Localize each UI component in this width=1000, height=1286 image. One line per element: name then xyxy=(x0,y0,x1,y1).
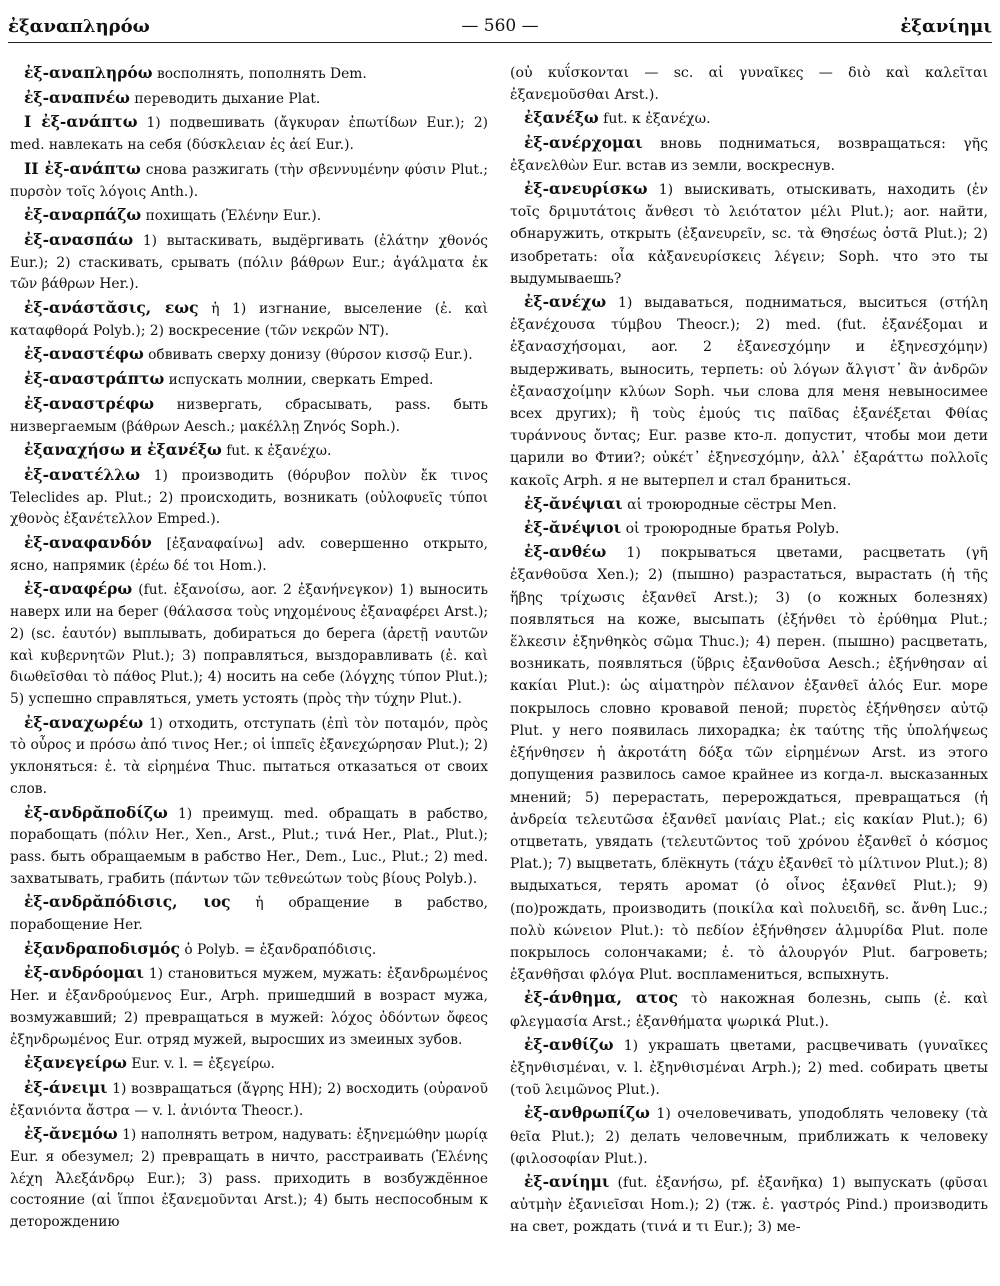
entry-headword: ἐξ-άνειμι xyxy=(24,1077,108,1097)
dictionary-entry xyxy=(10,393,488,438)
entry-headword: ἐξαναχήσω и ἐξανέξω xyxy=(24,440,222,460)
entry-headword: ἐξ-αναφέρω xyxy=(24,579,133,599)
running-headword-right: ἐξανίημι xyxy=(900,16,992,37)
dictionary-entry xyxy=(10,343,488,367)
entry-headword: ἐξ-αναρπάζω xyxy=(24,205,142,225)
entry-headword: ἐξ-αναπληρόω xyxy=(24,63,153,82)
entry-definition: обвивать сверху донизу (θύρσον κισσῷ Eur.). xyxy=(148,347,473,364)
entry-definition: fut. к ἐξανέχω. xyxy=(603,111,711,128)
entry-headword: ἐξ-ανθίζω xyxy=(524,1034,614,1054)
dictionary-entry xyxy=(10,938,488,962)
entry-definition: 1) выискивать, отыскивать, находить (ἐν τοῖς δριμυτάτοις ἄνθεσι τὸ λειότατον μέλι Plut.); aor. найти, обнаружить, открыть (ἐξανευρεῖν, sc. τὰ Θησέως ὀστᾶ Plut.); 2) изобретать: οἷα κἀξανευρίσκεις λέγειν; Soph. что это ты выдумываешь? xyxy=(510,182,988,287)
entry-definition: похищать (Ἑλένην Eur.). xyxy=(145,208,322,225)
dictionary-entry xyxy=(510,291,988,492)
entry-definition: [ἐξαναφαίνω] adv. совершенно открыто, ясно, напрямик (ἐρέω δέ τοι Hom.). xyxy=(10,536,488,574)
dictionary-entry xyxy=(510,541,988,986)
entry-definition: вновь подниматься, возвращаться: γῆς ἐξανελθὼν Eur. встав из земли, воскреснув. xyxy=(510,135,988,174)
entry-definition: 1) выдаваться, подниматься, выситься (στήλη ἐξανέχουσα τύμβου Theocr.); 2) med. (fut. ἐξανέξομαι и ἐξανασχήσομαι, aor. 2 ἐξανεσχόμην и ἐξηνεσχόμην) выдерживать, выносить, терпеть: οὐ λόγων ἄλγιστ᾽ ἂν ἀνδρῶν ἐξανασχοίμην κλύων Soph. чьи слова для меня невыносимее всех других); ἢ τοὺς ἐμούς τις παῖδας ἐξανέξεται Φθίας τυράννους ὄντας; Eur. разве кто-л. допустит, чтобы мои дети царили во Фтии?; οὐκέτ᾽ ἐξηνεσχόμην, ἀλλ᾽ ἐξαράττω πολλοῖς κακοῖς Arph. я не вытерпел и стал браниться. xyxy=(510,295,988,489)
entry-definition: (οὐ κυΐσκονται — sc. αἱ γυναῖκες — διὸ καὶ καλεῖται ἐξανεμοῦσθαι Arst.). xyxy=(510,65,988,104)
entry-definition: 1) покрываться цветами, расцветать (γῆ ἐξανθοῦσα Xen.); 2) (пышно) разрастаться, вырастать (ἡ τῆς ἥβης τρίχωσις ἐξανθεῖ Arst.); 3) (о кожных болезнях) появляться на коже, высыпать (ἐξήνθει τὸ ἐρύθημα Plut.; ἕλκεσιν ἐξηνθηκὸς σῶμα Thuc.); 4) перен. (пышно) расцветать, возникать, появляться (ὕβρις ἐξανθοῦσα Aesch.; ἐξήνθησαν αἱ κακίαι Plut.): ὡς αἱματηρὸν πέλανον ἐξανθεῖ ἁλός Eur. море покрылось словно кровавой пеной; πυρετὸς ἐξήνθησεν αὐτῷ Plut. у него появилась лихорадка; ἐκ ταύτης τῆς ὑπολήψεως ἐξήνθησεν ἡ ἀκροτάτη δόξα τῶν εἰρημένων Arst. из этого допущения развилось самое крайнее из когда-л. высказанных мнений; 5) перерастать, перерождаться, превращаться (ἡ ἀνδρεία τελευτῶσα ἐξανθεῖ μανίαις Plat.; εἰς κακίαν Plut.); 6) отцветать, увядать (τελευτῶντος τοῦ χρόνου ἐξανθεῖ ὁ κόσμος Plat.); 7) выцветать, блёкнуть (τάχυ ἐξανθεῖ τὸ μίλτινον Plut.); 8) выдыхаться, терять аромат (ὁ οἶνος ἐξανθεῖ Plut.); 9) (по)рождать, производить (ποικίλα καὶ πολυειδῆ, sc. ἄνθη Luc.; πολὺ κώνειον Plut.): τὸ πεδίον ἐξήνθησεν ἁλμυρίδα Plut. поле покрылось солончаками; ἐ. τὸ ἁλουργόν Plut. багроветь; ἐξανθῆσαι φλόγα Plut. воспламениться, вспыхнуть. xyxy=(510,545,988,984)
entry-headword: ἐξ-αναστρέφω xyxy=(24,393,155,413)
entry-definition: 1) отходить, отступать (ἐπὶ τὸν ποταμόν, πρὸς τὸ οὖρος и πρόσω ἀπό τινος Her.; οἱ ἱππεῖς ἐξανεχώρησαν Plut.); 2) уклоняться: ἐ. τὰ εἰρημένα Thuc. пытаться отказаться от своих слов. xyxy=(10,715,488,797)
dictionary-entry xyxy=(510,517,988,540)
entry-definition: переводить дыхание Plat. xyxy=(134,90,321,107)
entry-headword: ἐξ-ᾰνέψιοι xyxy=(524,518,622,538)
dictionary-entry xyxy=(10,1052,488,1076)
entry-definition: ἡ обращение в рабство, порабощение Her. xyxy=(10,895,488,934)
entry-headword: ἐξ-ανδρόομαι xyxy=(24,963,144,983)
entry-headword: II ἐξ-ανάπτω xyxy=(24,158,141,178)
dictionary-entry xyxy=(10,1077,488,1122)
entry-definition: οἱ троюродные братья Polyb. xyxy=(625,521,840,538)
entry-headword: I ἐξ-ανάπτω xyxy=(24,112,138,132)
dictionary-entry xyxy=(510,178,988,290)
dictionary-entry xyxy=(10,368,488,392)
dictionary-entry xyxy=(10,62,488,86)
dictionary-entry xyxy=(510,493,988,516)
entry-definition: 1) очеловечивать, уподоблять человеку (τὰ θεῖα Plut.); 2) делать человечным, приближать к человеку (φιλοσοφίαν Plut.). xyxy=(510,1106,988,1167)
dictionary-entry xyxy=(10,439,488,463)
entry-definition: 1) производить (θόρυβον πολὺν ἔκ τινος Teleclides ap. Plut.; 2) происходить, возникать (οὐλοφυεῖς τύποι χθονὸς ἐξανέτελλον Emped.). xyxy=(10,467,488,528)
entry-headword: ἐξ-ᾰνέψιαι xyxy=(524,493,623,513)
dictionary-entry xyxy=(510,62,988,106)
entry-definition: 1) возвращаться (ἄγρης HH); 2) восходить (οὐρανοῦ ἐξανιόντα ἄστρα — v. l. ἀνιόντα Theocr.). xyxy=(10,1080,488,1119)
entry-headword: ἐξ-άνθημα, ατος xyxy=(524,988,679,1008)
entry-headword: ἐξ-αναχωρέω xyxy=(24,712,144,732)
entry-headword: ἐξ-ᾰνεμόω xyxy=(24,1124,118,1144)
dictionary-entry xyxy=(10,1123,488,1234)
dictionary-entry xyxy=(10,464,488,531)
entry-definition: Eur. v. l. = ἐξεγείρω. xyxy=(131,1056,275,1073)
dictionary-entry xyxy=(10,204,488,228)
page-header xyxy=(8,12,992,42)
dictionary-entry xyxy=(10,229,488,296)
dictionary-entry xyxy=(10,158,488,203)
running-headword-left: ἐξαναπληρόω xyxy=(8,16,150,37)
entry-definition: τὸ накожная болезнь, сыпь (ἐ. καὶ φλεγμασία Arst.; ἐξανθήματα ψωρικά Plut.). xyxy=(510,991,988,1030)
dictionary-entry xyxy=(10,532,488,577)
entry-headword: ἐξ-ανδρᾰπόδισις, ιος xyxy=(24,892,231,912)
entry-definition: ἡ 1) изгнание, выселение (ἐ. καὶ καταφθορά Polyb.); 2) воскресение (τῶν νεκρῶν NT). xyxy=(10,301,488,339)
entry-definition: αἱ троюродные сёстры Men. xyxy=(627,496,837,513)
dictionary-entry xyxy=(510,1034,988,1102)
entry-definition: fut. к ἐξανέχω. xyxy=(226,443,332,460)
page-number: — 560 — xyxy=(461,16,539,36)
dictionary-entry xyxy=(510,107,988,130)
entry-headword: ἐξ-ανασπάω xyxy=(24,229,134,249)
entry-definition: испускать молнии, сверкать Emped. xyxy=(168,372,434,389)
right-column xyxy=(510,62,988,1277)
dictionary-entry xyxy=(510,1102,988,1170)
entry-headword: ἐξ-ανευρίσκω xyxy=(524,179,648,199)
dictionary-entry xyxy=(510,987,988,1032)
entry-headword: ἐξανεγείρω xyxy=(24,1053,127,1073)
entry-definition: 1) становиться мужем, мужать: ἐξανδρωμένος Her. и ἐξανδρούμενος Eur., Arph. пришедший в возраст мужа, возмужавший; 2) превращаться в мужей: λόχος ὀδόντων ὄφεος ἐξηνδρωμένος Eur. отряд мужей, выросших из змеиных зубов. xyxy=(10,966,488,1048)
entry-definition: снова разжигать (τὴν σβεννυμένην φύσιν Plut.; πυρσὸν τοῖς λόγοις Anth.). xyxy=(10,161,488,200)
dictionary-entry xyxy=(10,891,488,936)
entry-headword: ἐξανδραποδισμός xyxy=(24,938,180,958)
dictionary-entry xyxy=(510,132,988,177)
entry-headword: ἐξ-ανέρχομαι xyxy=(524,132,643,152)
entry-definition: 1) вытаскивать, выдёргивать (ἐλάτην χθονός Eur.); 2) стаскивать, срывать (πόλιν βάθρων Eur.; ἀγάλματα ἐκ τῶν βάθρων Her.). xyxy=(10,232,488,293)
entry-definition: 1) подвешивать (ἄγκυραν ἐπωτίδων Eur.); 2) med. навлекать на себя (δύσκλειαν ἐς ἀεί Eur.). xyxy=(10,115,488,154)
entry-headword: ἐξ-ανθέω xyxy=(524,542,607,562)
entry-headword: ἐξ-αναπνέω xyxy=(24,87,130,107)
dictionary-entry xyxy=(510,1171,988,1239)
dictionary-entry xyxy=(10,962,488,1051)
dictionary-entry xyxy=(10,111,488,156)
dictionary-entry xyxy=(10,712,488,801)
entry-definition: низвергать, сбрасывать, pass. быть низвергаемым (βάθρων Aesch.; μακέλλῃ Ζηνός Soph.). xyxy=(10,396,488,435)
entry-headword: ἐξ-ανδρᾰποδίζω xyxy=(24,802,168,822)
dictionary-entry xyxy=(10,297,488,342)
entry-headword: ἐξ-ανέχω xyxy=(524,292,607,312)
entry-definition: (fut. ἐξανήσω, pf. ἐξανῆκα) 1) выпускать (φῦσαι αὐτμὴν ἐξανιεῖσαι Hom.); 2) (тж. ἐ. γαστρός Pind.) производить на свет, рождать (τινά и τι Eur.); 3) ме- xyxy=(510,1174,988,1236)
dictionary-entry xyxy=(10,87,488,111)
entry-definition: восполнять, пополнять Dem. xyxy=(156,66,367,82)
entry-definition: ὁ Polyb. = ἐξανδραπόδισις. xyxy=(184,941,377,958)
entry-headword: ἐξ-αναστέφω xyxy=(24,344,144,364)
entry-headword: ἐξ-ανίημι xyxy=(524,1171,610,1191)
entry-headword: ἐξ-ανατέλλω xyxy=(24,464,140,484)
header-rule xyxy=(8,42,992,43)
left-column xyxy=(10,62,488,1277)
entry-headword: ἐξ-ανθρωπίζω xyxy=(524,1103,650,1123)
entry-headword: ἐξ-ανάστᾰσις, εως xyxy=(24,298,199,318)
entry-headword: ἐξ-αναφανδόν xyxy=(24,533,152,553)
dictionary-entry xyxy=(10,802,488,891)
entry-headword: ἐξανέξω xyxy=(524,108,599,128)
entry-definition: 1) украшать цветами, расцвечивать (γυναῖκες ἐξηνθισμέναι, v. l. ἐξηνθισμέναι Arph.); 2) med. собирать цветы (τοῦ λειμῶνος Plut.). xyxy=(510,1037,988,1099)
entry-definition: 1) преимущ. med. обращать в рабство, порабощать (πόλιν Her., Xen., Arst., Plut.; τινά Her., Plat., Plut.); pass. быть обращаемым в рабство Her., Dem., Luc., Plut.; 2) med. захватывать, грабить (πάντων τῶν τεθνεώτων τοὺς βίους Polyb.). xyxy=(10,805,488,887)
entry-definition: (fut. ἐξανοίσω, aor. 2 ἐξανήνεγκον) 1) выносить наверх или на берег (θάλασσα τοὺς νηχομένους ἐξαναφέρει Arst.); 2) (sc. ἑαυτόν) выплывать, добираться до берега (ἀρετῇ ναυτῶν καὶ κυβερνητῶν Plut.); 3) поправляться, выздоравливать (ἐ. καὶ διωθεῖσθαι τὸ πάθος Plut.); 4) носить на себе (λόγχης τύπον Plut.); 5) успешно справляться, уметь устоять (πρὸς τὴν τύχην Plut.). xyxy=(10,582,488,707)
entry-definition: 1) наполнять ветром, надувать: ἐξηνεμώθην μωρίᾳ Eur. я обезумел; 2) превращать в ничто, расстраивать (Ἑλένης λέχη Ἀλεξάνδρῳ Eur.); 3) pass. приходить в возбуждённое состояние (αἱ ἵπποι ἐξανεμοῦνται Arst.); 4) быть неспособным к деторождению xyxy=(10,1127,488,1231)
dictionary-entry xyxy=(10,578,488,710)
entry-headword: ἐξ-αναστράπτω xyxy=(24,369,165,389)
